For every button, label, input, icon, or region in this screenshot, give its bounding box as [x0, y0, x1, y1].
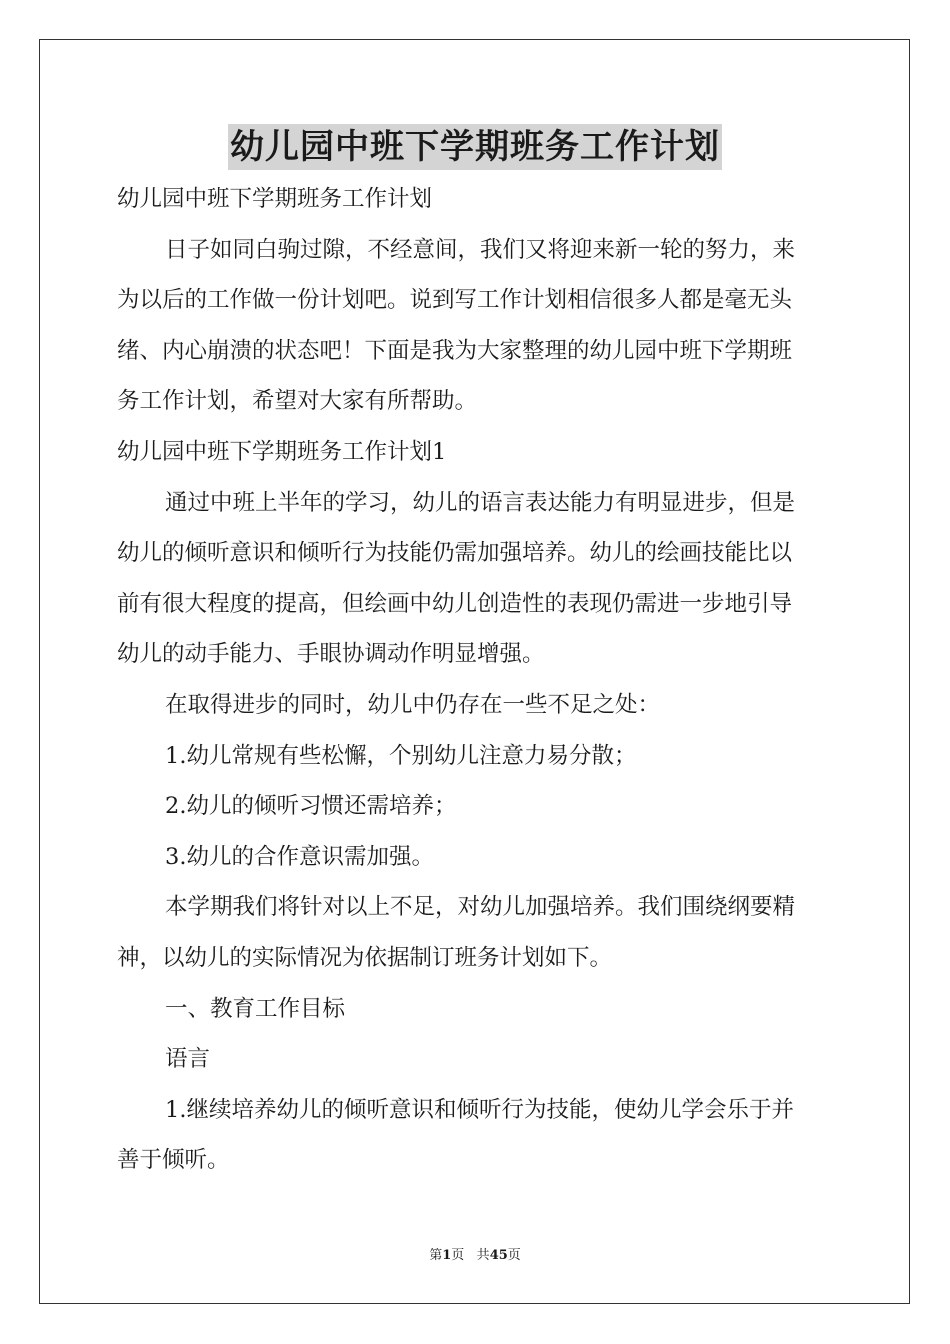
page-total: 45: [489, 1248, 508, 1263]
body-line: 通过中班上半年的学习，幼儿的语言表达能力有明显进步，但是: [165, 489, 796, 516]
body-line: 幼儿的倾听意识和倾听行为技能仍需加强培养。幼儿的绘画技能比以: [117, 540, 793, 567]
list-item: 1.幼儿常规有些松懈，个别幼儿注意力易分散；: [165, 742, 637, 769]
body-line: 日子如同白驹过隙，不经意间，我们又将迎来新一轮的努力，来: [165, 236, 796, 263]
subheading: 语言: [165, 1046, 211, 1073]
body-line: 幼儿的动手能力、手眼协调动作明显增强。: [117, 641, 545, 668]
body-line: 在取得进步的同时，幼儿中仍存在一些不足之处：: [165, 691, 661, 718]
body-line: 前有很大程度的提高，但绘画中幼儿创造性的表现仍需进一步地引导: [117, 590, 793, 617]
body-line: 神，以幼儿的实际情况为依据制订班务计划如下。: [117, 944, 613, 971]
list-item: 1.继续培养幼儿的倾听意识和倾听行为技能，使幼儿学会乐于并: [165, 1096, 794, 1123]
total-suffix: 页: [507, 1248, 521, 1263]
list-item: 2.幼儿的倾听习惯还需培养；: [165, 793, 457, 820]
page-footer: [0, 1247, 950, 1265]
body-line: 幼儿园中班下学期班务工作计划: [117, 186, 433, 212]
list-item: 3.幼儿的合作意识需加强。: [165, 843, 434, 870]
section-heading: 幼儿园中班下学期班务工作计划1: [117, 438, 447, 465]
body-line: 为以后的工作做一份计划吧。说到写工作计划相信很多人都是毫无头: [117, 287, 793, 314]
title-wrap: [0, 124, 950, 170]
page-suffix: 页: [451, 1248, 465, 1263]
body-line: 本学期我们将针对以上不足，对幼儿加强培养。我们围绕纲要精: [165, 894, 796, 921]
total-prefix: 共: [476, 1248, 490, 1263]
page-number: 1: [442, 1248, 452, 1263]
page-prefix: 第: [429, 1248, 443, 1263]
body-line: 善于倾听。: [117, 1147, 230, 1174]
subheading: 一、教育工作目标: [165, 995, 346, 1022]
document-body: [117, 174, 833, 1186]
body-line: 务工作计划，希望对大家有所帮助。: [117, 388, 478, 415]
body-line: 绪、内心崩溃的状态吧！下面是我为大家整理的幼儿园中班下学期班: [117, 337, 793, 364]
document-title: 幼儿园中班下学期班务工作计划: [228, 124, 722, 170]
